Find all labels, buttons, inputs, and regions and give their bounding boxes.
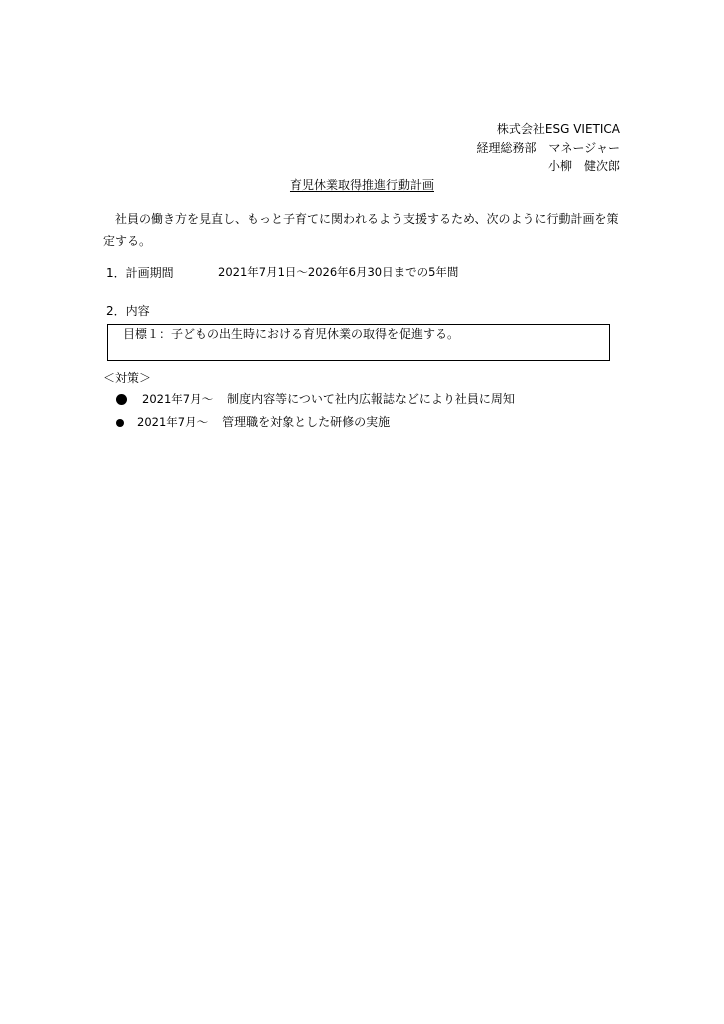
measure-date: 2021年7月～ <box>142 392 214 406</box>
measures-label: ＜対策＞ <box>103 371 152 385</box>
measure-date: 2021年7月～ <box>137 415 209 429</box>
measure-item <box>116 393 515 406</box>
measure-text: 管理職を対象とした研修の実施 <box>222 415 391 429</box>
document-title: 育児休業取得推進行動計画 <box>289 178 434 192</box>
period-label: 1．計画期間 <box>106 266 174 280</box>
intro-paragraph: 社員の働き方を見直し、もっと子育てに関われるよう支援するため、次のように行動計画を策定する。 <box>103 212 619 248</box>
bullet-icon <box>116 394 127 405</box>
author-name: 小柳 健次郎 <box>547 159 620 173</box>
period-value: 2021年7月1日～2026年6月30日までの5年間 <box>218 265 459 279</box>
measure-item <box>116 416 390 429</box>
company-name: 株式会社ESG VIETICA <box>496 122 620 136</box>
department-title: 経理総務部 マネージャー <box>476 141 620 155</box>
bullet-icon <box>116 419 124 427</box>
content-label: 2．内容 <box>106 304 150 318</box>
measure-text: 制度内容等について社内広報誌などにより社員に周知 <box>227 392 515 406</box>
goal-text: 目標１：子どもの出生時における育児休業の取得を促進する。 <box>123 327 460 341</box>
